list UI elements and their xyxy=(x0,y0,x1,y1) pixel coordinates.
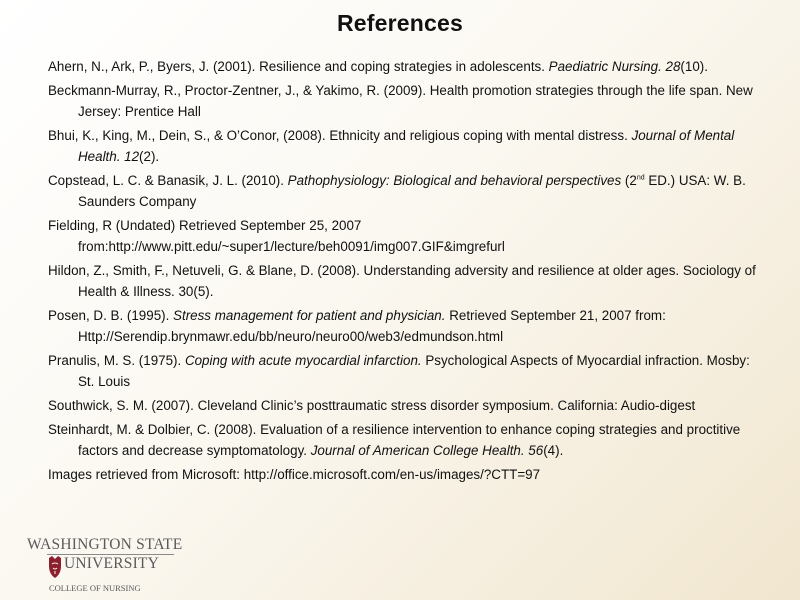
wsu-logo xyxy=(27,536,187,596)
reference-item: Posen, D. B. (1995). Stress management for patient and physician. Retrieved September 21, 2007 from: Http://Serendip.brynmawr.edu/bb/neuro/neuro00/web3/edmundson.html xyxy=(48,308,666,344)
reference-item: Ahern, N., Ark, P., Byers, J. (2001). Resilience and coping strategies in adolescents. Paediatric Nursing. 28(10). xyxy=(48,59,708,74)
reference-item: Bhui, K., King, M., Dein, S., & O’Conor, (2008). Ethnicity and religious coping with mental distress. Journal of Mental Health. 12(2). xyxy=(48,128,735,164)
reference-item: Copstead, L. C. & Banasik, J. L. (2010). Pathophysiology: Biological and behavioral perspectives (2nd ED.) USA: W. B. Saunders Company xyxy=(48,173,746,209)
reference-item: Hildon, Z., Smith, F., Netuveli, G. & Blane, D. (2008). Understanding adversity and resilience at older ages. Sociology of Health & Illness. 30(5). xyxy=(48,263,756,299)
reference-item: Steinhardt, M. & Dolbier, C. (2008). Evaluation of a resilience intervention to enhance coping strategies and proctitive factors and decrease symptomatology. Journal of American College Health. 56(4). xyxy=(48,422,741,458)
logo-line-1: WASHINGTON STATE xyxy=(27,536,183,553)
reference-item: Images retrieved from Microsoft: http://office.microsoft.com/en-us/images/?CTT=97 xyxy=(48,467,541,482)
logo-line-2: UNIVERSITY xyxy=(64,555,159,572)
logo-college-name: COLLEGE OF NURSING xyxy=(49,583,141,593)
reference-item: Pranulis, M. S. (1975). Coping with acute myocardial infarction. Psychological Aspects of Myocardial infraction. Mosby: St. Louis xyxy=(48,353,750,389)
reference-item: Beckmann-Murray, R., Proctor-Zentner, J., & Yakimo, R. (2009). Health promotion strategies through the life span. New Jersey: Prentice Hall xyxy=(48,83,753,119)
reference-item: Fielding, R (Undated) Retrieved September 25, 2007 from:http://www.pitt.edu/~super1/lecture/beh0091/img007.GIF&imgrefurl xyxy=(48,218,505,254)
page-title: References xyxy=(336,10,464,36)
cougar-head-icon xyxy=(47,556,63,578)
reference-list xyxy=(48,56,760,488)
reference-item: Southwick, S. M. (2007). Cleveland Clinic’s posttraumatic stress disorder symposium. California: Audio-digest xyxy=(48,398,696,413)
